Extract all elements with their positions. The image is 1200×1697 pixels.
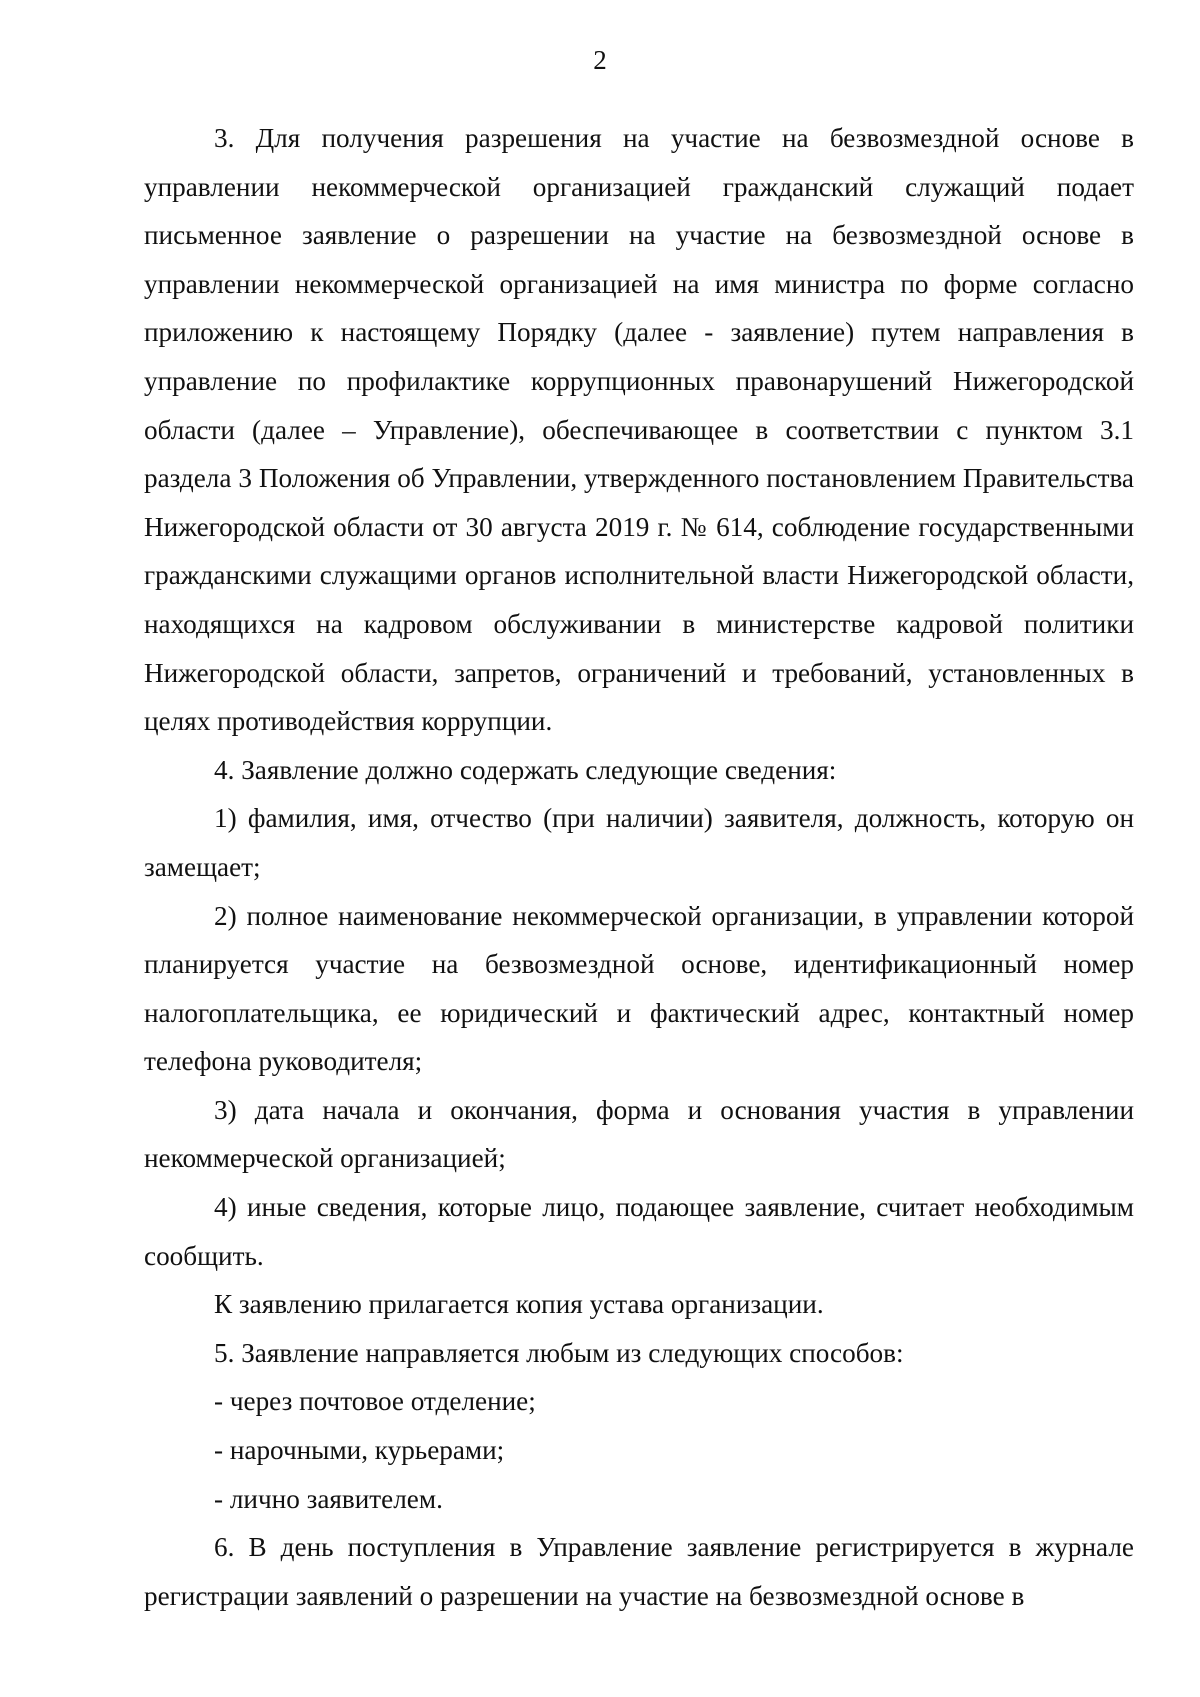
method-item-post: - через почтовое отделение; (214, 1386, 536, 1417)
method-item-courier: - нарочными, курьерами; (214, 1435, 505, 1466)
list-item-3: 3) дата начала и окончания, форма и основания участия в управлении некоммерческой организацией; (144, 1094, 1134, 1174)
list-item-4: 4) иные сведения, которые лицо, подающее заявление, считает необходимым сообщить. (144, 1192, 1134, 1271)
page-number: 2 (593, 45, 607, 75)
document-body (144, 114, 1134, 1620)
list-item-1: 1) фамилия, имя, отчество (при наличии) заявителя, должность, которую он замещает; (144, 803, 1134, 882)
method-item-personal: - лично заявителем. (214, 1483, 443, 1514)
paragraph-3: 3. Для получения разрешения на участие на безвозмездной основе в управлении некоммерческой организацией гражданский служащий подает письменное заявление о разрешении на участие на безвозмездной основе в управлении некоммерческой организацией на имя министра по форме согласно приложению к настоящему Порядку (далее - заявление) путем направления в управление по профилактике коррупционных правонарушений Нижегородской области (далее – Управление), обеспечивающее в соответствии с пунктом 3.1 раздела 3 Положения об Управлении, утвержденного постановлением Правительства Нижегородской области от 30 августа 2019 г. № 614, соблюдение государственными гражданскими служащими органов исполнительной власти Нижегородской области, находящихся на кадровом обслуживании в министерстве кадровой политики Нижегородской области, запретов, ограничений и требований, установленных в целях противодействия коррупции. (144, 123, 1134, 737)
paragraph-4: 4. Заявление должно содержать следующие сведения: (214, 754, 837, 785)
paragraph-5: 5. Заявление направляется любым из следующих способов: (214, 1337, 904, 1368)
paragraph-6: 6. В день поступления в Управление заявление регистрируется в журнале регистрации заявлений о разрешении на участие на безвозмездной основе в (144, 1532, 1134, 1611)
attachment-note: К заявлению прилагается копия устава организации. (214, 1289, 824, 1320)
list-item-2: 2) полное наименование некоммерческой организации, в управлении которой планируется участие на безвозмездной основе, идентификационный номер налогоплательщика, ее юридический и фактический адрес, контактный номер телефона руководителя; (144, 900, 1134, 1077)
